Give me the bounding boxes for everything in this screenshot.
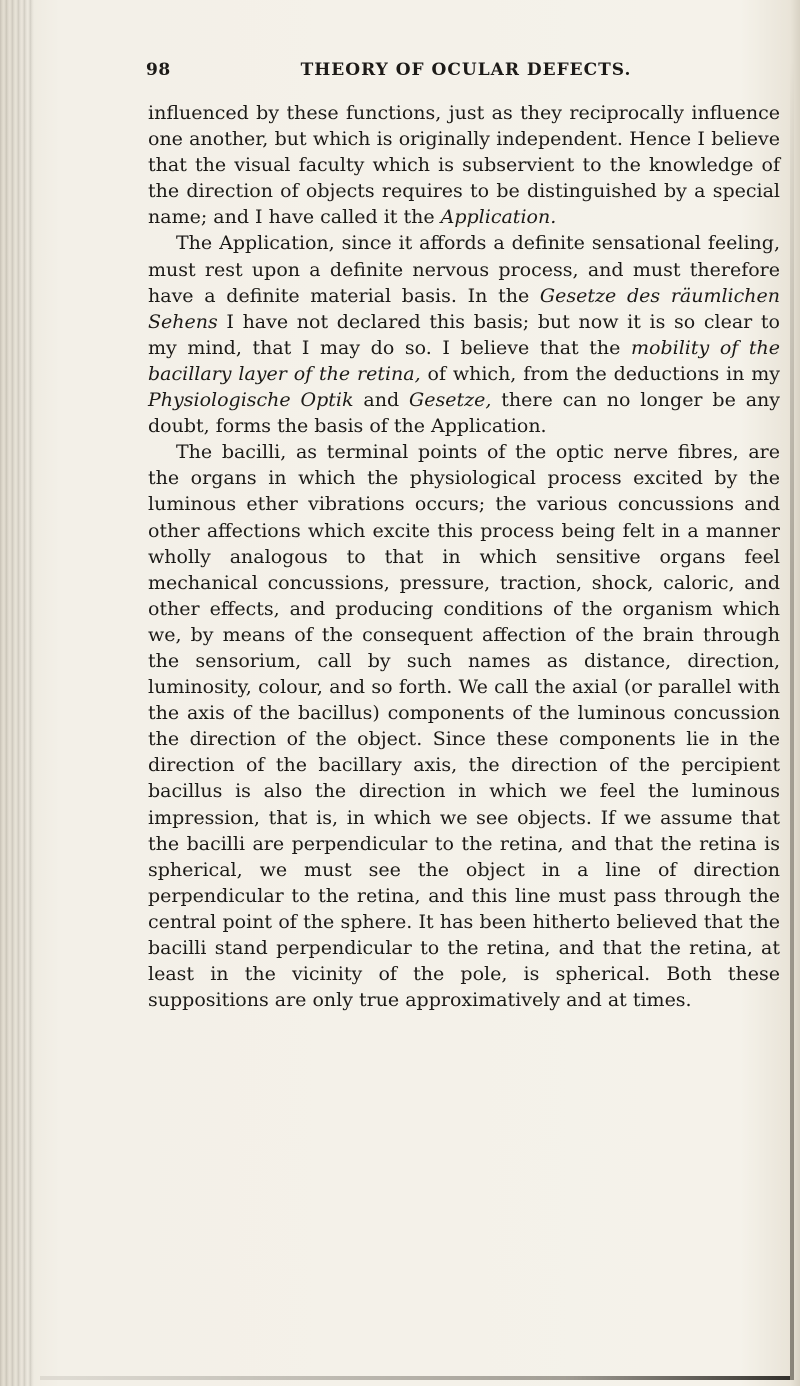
bottom-edge-shadow: [40, 1376, 790, 1380]
text-segment: there can no longer be any doubt, forms the basis of the Application.: [148, 389, 781, 438]
italic-term: Gesetze des räumlichen Sehens: [148, 284, 780, 333]
text-segment: influenced by these functions, just as they reciprocally influence one another, but which is originally independent. Hence I believe that the visual faculty which is subservient to the knowledge of the direction of objects requires to be distinguished by a special name; and I have called it the: [148, 102, 780, 229]
running-title: THEORY OF OCULAR DEFECTS.: [300, 60, 632, 80]
body-text: [148, 100, 780, 1013]
text-segment: The Application, since it affords a definite sensational feeling, must rest upon a definite nervous process, and must therefore have a definite material basis. In the: [148, 232, 780, 307]
text-segment: The bacilli, as terminal points of the optic nerve fibres, are the organs in which the physiological process excited by the luminous ether vibrations occurs; the various concussions and other affections which excite this process being felt in a manner wholly analogous to that in which sensitive organs feel mechanical concussions, pressure, traction, shock, caloric, and other effects, and producing conditions of the organism which we, by means of the consequent affection of the brain through the sensorium, call by such names as distance, direction, luminosity, colour, and so forth. We call the axial (or parallel with the axis of the bacillus) components of the luminous concussion the direction of the object. Since these components lie in the direction of the bacillary axis, the direction of the percipient bacillus is also the direction in which we feel the luminous impression, that is, in which we see objects. If we assume that the bacilli are perpendicular to the retina, and that the retina is spherical, we must see the object in a line of direction perpendicular to the retina, and this line must pass through the central point of the sphere. It has been hitherto believed that the bacilli stand perpendicular to the retina, and that the retina, at least in the vicinity of the pole, is spherical. Both these suppositions are only true approximatively and at times.: [148, 441, 780, 1012]
page-number: 98: [146, 60, 171, 80]
page-header: [146, 60, 786, 88]
italic-term: mobility of the bacillary layer of the retina,: [148, 336, 780, 385]
binding-gutter: [0, 0, 34, 1386]
paragraph-1: [148, 100, 780, 230]
italic-term: Application.: [440, 206, 557, 229]
text-segment: I have not declared this basis; but now it is so clear to my mind, that I may do so. I believe that the: [148, 310, 780, 359]
italic-term: Physiologische Optik: [148, 389, 354, 412]
paragraph-2: [148, 230, 780, 439]
page-edge-shadow: [790, 60, 794, 1380]
italic-term: Gesetze,: [409, 389, 492, 412]
text-segment: and: [353, 389, 410, 412]
paragraph-3: [148, 439, 780, 1013]
text-segment: of which, from the deductions in my: [420, 362, 781, 385]
